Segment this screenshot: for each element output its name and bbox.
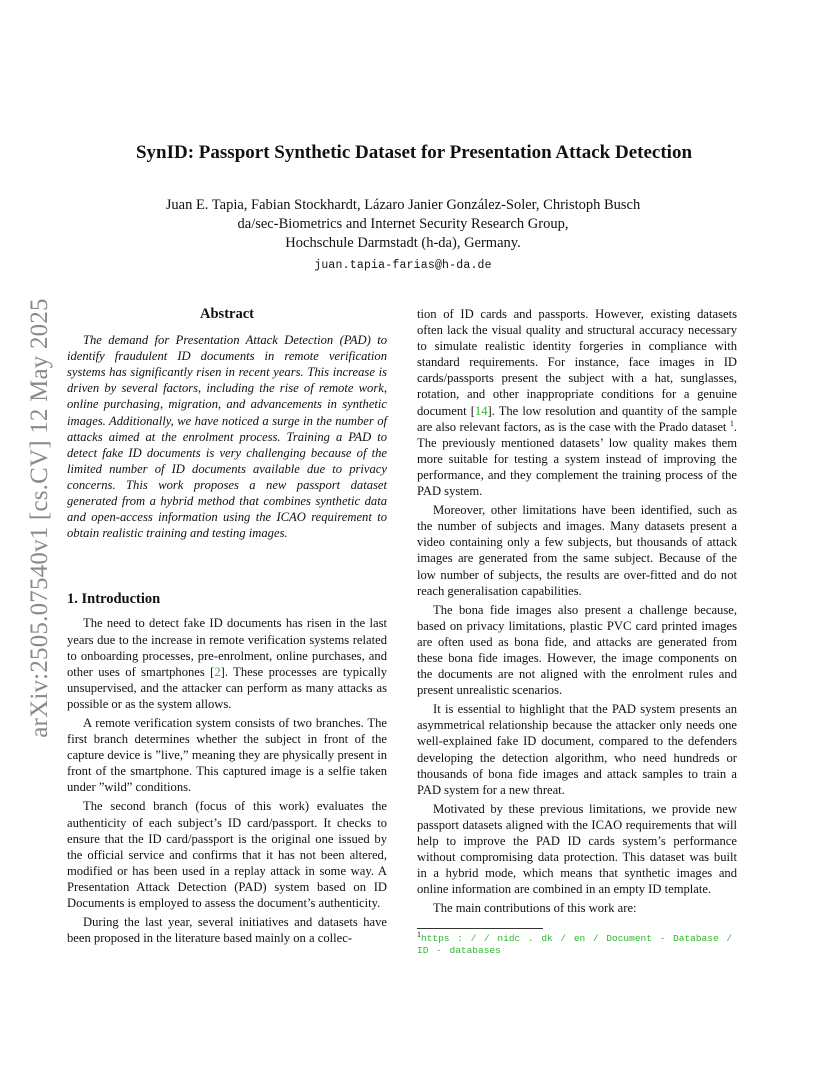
right-paragraph-3: The bona fide images also present a challenge because, based on privacy limitations, plastic PVC card printed images are often used as bona fide, and attacks are generated from these bona fide images. However, the image components on the documents are not aligned with the enrolment rules and present unrealistic scenarios. [417,602,737,698]
citation-link[interactable]: 2 [214,664,221,679]
intro-p1-text-b: ]. These processes are typically unsupervised, and the attacker can perform as many attacks as possible or as the system allows. [67,664,387,711]
affiliation-line-1: da/sec-Biometrics and Internet Security Research Group, [237,216,569,232]
arxiv-id-text: arXiv:2505.07540v1 [cs.CV] 12 May 2025 [26,298,53,738]
intro-paragraph-2: A remote verification system consists of two branches. The first branch determines whether the subject in front of the capture device is ”live,” meaning they are physically present in front of the smartphone. This captured image is a selfie taken under ”wild” conditions. [67,715,387,795]
author-list: Juan E. Tapia, Fabian Stockhardt, Lázaro Janier González-Soler, Christoph Busch [165,197,641,213]
right-p1-text-b: ]. The low resolution and quantity of the sample are also relevant factors, as is the case with the Prado dataset [417,403,737,434]
right-paragraph-2: Moreover, other limitations have been identified, such as the number of subjects and images. Many datasets present a video containing only a few subjects, but thousands of attack images are generated from the same subject. Because of the low number of subjects, the results are over-fitted and do not reach generalisation capabilities. [417,503,737,598]
citation-link[interactable]: 14 [474,403,488,418]
intro-p1-text-a: The need to detect fake ID documents has risen in the last years due to the increase in remote verification systems related to onboarding processes, pre-enrolment, online purchases, and other uses of smartphones [ [67,616,387,679]
footnote [417,930,737,957]
left-column [67,306,387,949]
intro-paragraph-3: The second branch (focus of this work) evaluates the authenticity of each subject’s ID card/passport. It checks to ensure that the ID card/passport is the original one issued by the official service and confirms that it has not been altered, modified or has been used in a replay attack in some way. A Presentation Attack Detection (PAD) system based on ID Documents is employed to assess the document’s authenticity. [67,799,387,910]
footnote-url-link[interactable]: https : / / nidc . dk / en / Document - Database / ID - databases [417,933,733,957]
right-column [417,306,737,957]
right-p1-text-a: tion of ID cards and passports. However, existing datasets often lack the visual quality and structural accuracy necessary to simulate realistic identity forgeries in compliance with standard requirements. For instance, face images in ID cards/passports present the subject with a hat, sunglasses, rotation, and other inappropriate conditions for a genuine document [ [417,307,737,418]
section-heading-introduction: 1. Introduction [67,591,161,608]
intro-paragraph-1 [67,615,387,712]
intro-paragraph-4: During the last year, several initiatives and datasets have been proposed in the literature based mainly on a collec- [67,915,387,946]
right-p1-text-c: . The previously mentioned datasets’ low quality makes them more suitable for testing a system instead of improving the performance, and they complement the training process of the PAD system. [417,419,737,499]
abstract-heading: Abstract [200,306,254,322]
affiliation-line-2: Hochschule Darmstadt (h-da), Germany. [285,235,521,251]
footnote-divider [417,928,543,929]
right-paragraph-5: Motivated by these previous limitations, we provide new passport datasets aligned with the ICAO requirements that will help to improve the PAD ID cards system’s performance without compromising data protection. This dataset was built in a hybrid mode, which means that synthetic images and online information are combined in an empty ID template. [417,801,737,897]
arxiv-identifier-stamp [22,278,58,758]
paper-title: SynID: Passport Synthetic Dataset for Presentation Attack Detection [135,142,693,163]
right-paragraph-1 [417,306,737,499]
author-block [0,196,806,275]
right-paragraph-6: The main contributions of this work are: [433,901,637,916]
footnote-number: 1 [417,930,421,940]
abstract-text: The demand for Presentation Attack Detection (PAD) to identify fraudulent ID documents in remote verification systems has significantly risen in recent years. This increase is driven by several factors, including the rise of remote work, online purchasing, migration, and advancements in synthetic images. Additionally, we have noticed a surge in the number of attacks aimed at the enrolment process. Training a PAD to detect fake ID documents is very challenging because of the limited number of ID documents available due to privacy concerns. This work proposes a new passport dataset generated from a hybrid method that combines synthetic data and open-access information using the ICAO requirement to obtain realistic training and testing images. [67,333,387,541]
right-paragraph-4: It is essential to highlight that the PAD system presents an asymmetrical relationship because the attacker only needs one well-explained fake ID document, compared to the defenders developing the detection algorithm, who need hundreds or thousands of bona fide images and attack samples to train a PAD system for a new threat. [417,702,737,797]
footnote-marker[interactable]: 1 [729,418,734,428]
author-email[interactable]: juan.tapia-farias@h-da.de [314,259,492,272]
